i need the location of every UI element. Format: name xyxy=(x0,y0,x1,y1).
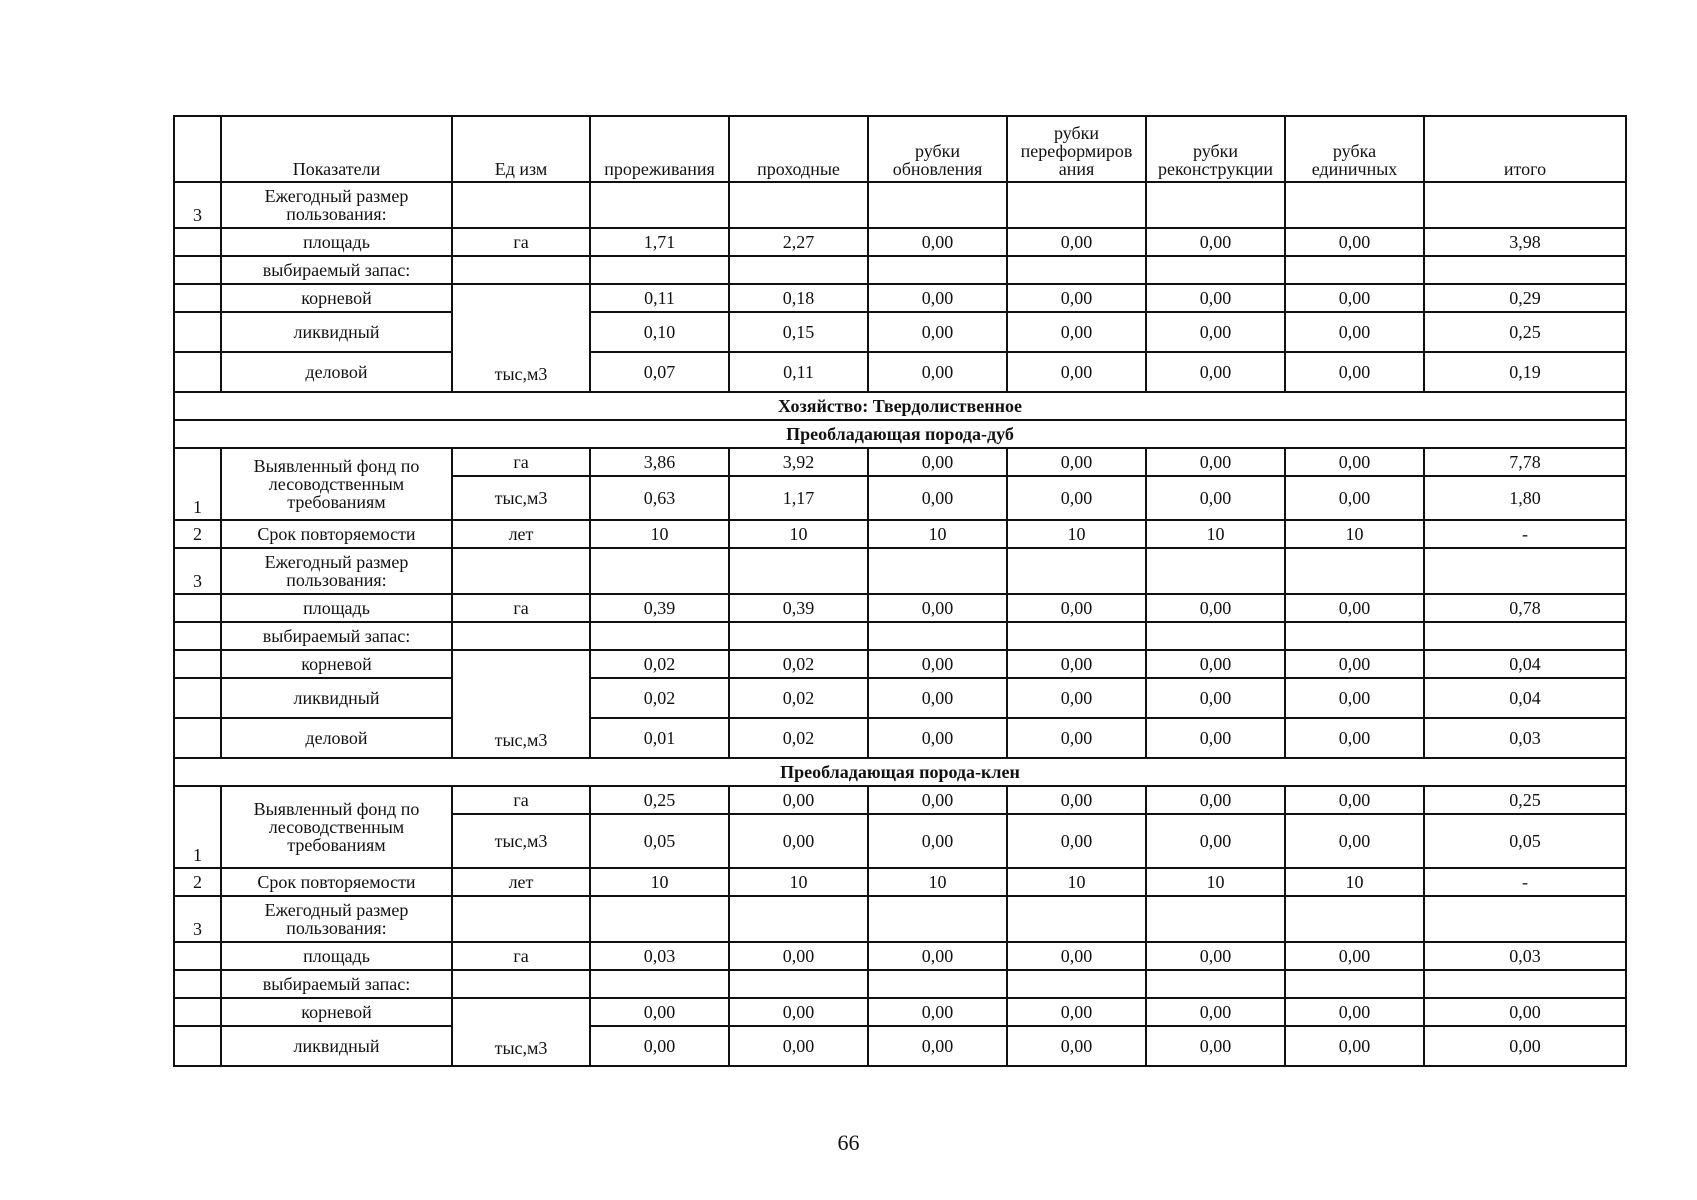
cell-value: 2,27 xyxy=(729,228,868,256)
cell-value: 0,25 xyxy=(1424,786,1626,814)
row-label: ликвидный xyxy=(221,678,452,718)
cell-value: 0,00 xyxy=(1007,312,1146,352)
cell-value: 10 xyxy=(729,520,868,548)
row-label: корневой xyxy=(221,650,452,678)
section-row xyxy=(174,758,1626,786)
row-num: 2 xyxy=(174,520,221,548)
cell-value: 0,00 xyxy=(1007,284,1146,312)
cell-value: 0,00 xyxy=(1007,786,1146,814)
row-label: Выявленный фонд по лесоводственным требованиям xyxy=(221,448,452,520)
cell-value: 0,00 xyxy=(1146,786,1285,814)
row-label: Ежегодный размер пользования: xyxy=(221,896,452,942)
row-label: ликвидный xyxy=(221,312,452,352)
row-label: Ежегодный размер пользования: xyxy=(221,182,452,228)
row-num: 2 xyxy=(174,868,221,896)
row-unit: тыс,м3 xyxy=(452,814,590,868)
cell-value: 10 xyxy=(1285,520,1424,548)
cell-value: 0,00 xyxy=(1007,718,1146,758)
cell-value: 0,00 xyxy=(1007,814,1146,868)
cell-value: 0,00 xyxy=(729,942,868,970)
cell-value: 10 xyxy=(590,868,729,896)
cell-value: 0,07 xyxy=(590,352,729,392)
cell-value: 0,00 xyxy=(868,476,1007,520)
row-unit: тыс,м3 xyxy=(452,284,590,392)
cell-value: 10 xyxy=(1285,868,1424,896)
row-unit: га xyxy=(452,448,590,476)
cell-value: 0,00 xyxy=(1007,448,1146,476)
table-row xyxy=(174,1026,1626,1066)
cell-value: 0,00 xyxy=(1007,594,1146,622)
cell-value: 0,00 xyxy=(1146,594,1285,622)
cell-value: 0,25 xyxy=(1424,312,1626,352)
cell-value: 0,00 xyxy=(1285,998,1424,1026)
cell-value: 0,00 xyxy=(1285,814,1424,868)
table-row xyxy=(174,718,1626,758)
cell-value: 0,00 xyxy=(868,312,1007,352)
cell-value: 0,00 xyxy=(1285,594,1424,622)
row-num: 3 xyxy=(174,548,221,594)
forest-use-table xyxy=(173,115,1627,1067)
cell-value: 0,00 xyxy=(1146,352,1285,392)
cell-value: 0,00 xyxy=(1146,476,1285,520)
cell-value: 0,25 xyxy=(590,786,729,814)
cell-value: 0,00 xyxy=(1285,476,1424,520)
cell-value: 0,02 xyxy=(729,718,868,758)
cell-value: 0,00 xyxy=(1146,942,1285,970)
table-row xyxy=(174,228,1626,256)
header-num xyxy=(174,116,221,182)
table-row xyxy=(174,622,1626,650)
row-num: 3 xyxy=(174,182,221,228)
cell-value: 0,11 xyxy=(590,284,729,312)
section-title-maple: Преобладающая порода-клен xyxy=(174,758,1626,786)
row-label: выбираемый запас: xyxy=(221,970,452,998)
cell-value: 0,00 xyxy=(1007,1026,1146,1066)
cell-value: 0,00 xyxy=(868,678,1007,718)
cell-value: 1,17 xyxy=(729,476,868,520)
table-row xyxy=(174,998,1626,1026)
row-label: Ежегодный размер пользования: xyxy=(221,548,452,594)
cell-value: 0,00 xyxy=(1285,352,1424,392)
table-row xyxy=(174,650,1626,678)
cell-value: 0,00 xyxy=(729,998,868,1026)
section-row xyxy=(174,392,1626,420)
cell-value: 7,78 xyxy=(1424,448,1626,476)
header-row xyxy=(174,116,1626,182)
cell-value: 0,00 xyxy=(729,786,868,814)
cell-value: 0,02 xyxy=(729,678,868,718)
cell-value: 0,00 xyxy=(1285,312,1424,352)
header-thinning: прореживания xyxy=(590,116,729,182)
cell-value: 0,10 xyxy=(590,312,729,352)
row-label: площадь xyxy=(221,942,452,970)
cell-value: 10 xyxy=(1007,520,1146,548)
cell-value: 0,00 xyxy=(868,650,1007,678)
cell-value: 0,05 xyxy=(1424,814,1626,868)
cell-value: 0,00 xyxy=(1007,476,1146,520)
cell-value: 0,00 xyxy=(868,228,1007,256)
cell-value: 10 xyxy=(868,868,1007,896)
cell-value: 0,00 xyxy=(868,284,1007,312)
table-row xyxy=(174,256,1626,284)
table-row xyxy=(174,520,1626,548)
cell-value: 10 xyxy=(729,868,868,896)
cell-value: 0,00 xyxy=(1146,650,1285,678)
cell-value: 0,00 xyxy=(1285,228,1424,256)
cell-value: 0,00 xyxy=(1007,942,1146,970)
row-label: площадь xyxy=(221,228,452,256)
cell-value: 0,00 xyxy=(729,1026,868,1066)
row-num: 1 xyxy=(174,786,221,868)
cell-value: 0,02 xyxy=(729,650,868,678)
cell-value: 0,02 xyxy=(590,650,729,678)
cell-value: 0,00 xyxy=(1285,448,1424,476)
cell-value: 0,00 xyxy=(1146,312,1285,352)
row-unit: га xyxy=(452,228,590,256)
cell-value: 0,00 xyxy=(1007,650,1146,678)
header-unit: Ед изм xyxy=(452,116,590,182)
header-renewal: рубки обновления xyxy=(868,116,1007,182)
table-row xyxy=(174,182,1626,228)
cell-value: 10 xyxy=(1007,868,1146,896)
row-unit: лет xyxy=(452,868,590,896)
section-title-hardwood: Хозяйство: Твердолиственное xyxy=(174,392,1626,420)
cell-value: 0,78 xyxy=(1424,594,1626,622)
cell-value: 0,03 xyxy=(1424,718,1626,758)
cell-value: 0,19 xyxy=(1424,352,1626,392)
header-single: рубка единичных xyxy=(1285,116,1424,182)
row-label: выбираемый запас: xyxy=(221,256,452,284)
table-row xyxy=(174,284,1626,312)
cell-value: 0,00 xyxy=(868,448,1007,476)
cell-value: 0,00 xyxy=(1146,448,1285,476)
cell-value: 10 xyxy=(590,520,729,548)
section-title-oak: Преобладающая порода-дуб xyxy=(174,420,1626,448)
row-label: корневой xyxy=(221,284,452,312)
cell-value: 0,00 xyxy=(1146,228,1285,256)
cell-value: 0,00 xyxy=(1424,1026,1626,1066)
cell-value: 0,04 xyxy=(1424,678,1626,718)
cell-value: 0,39 xyxy=(729,594,868,622)
cell-value: 0,00 xyxy=(868,352,1007,392)
cell-value: 10 xyxy=(1146,868,1285,896)
row-label: деловой xyxy=(221,718,452,758)
cell-value: 0,00 xyxy=(590,1026,729,1066)
table-row xyxy=(174,868,1626,896)
cell-value: 0,00 xyxy=(1146,1026,1285,1066)
cell-value: 0,00 xyxy=(1285,1026,1424,1066)
cell-value: 0,00 xyxy=(1007,228,1146,256)
row-num: 3 xyxy=(174,896,221,942)
cell-value: 0,02 xyxy=(590,678,729,718)
table-row xyxy=(174,786,1626,814)
cell-value: 0,00 xyxy=(1285,942,1424,970)
cell-value: 3,92 xyxy=(729,448,868,476)
cell-value: 0,39 xyxy=(590,594,729,622)
row-unit: тыс,м3 xyxy=(452,650,590,758)
table-row xyxy=(174,448,1626,476)
page-number: 66 xyxy=(837,1130,860,1155)
cell-value: 0,03 xyxy=(1424,942,1626,970)
row-label: деловой xyxy=(221,352,452,392)
cell-value: 0,00 xyxy=(1285,678,1424,718)
row-label: Выявленный фонд по лесоводственным требованиям xyxy=(221,786,452,868)
cell-value: 0,00 xyxy=(868,814,1007,868)
cell-value: 0,00 xyxy=(729,814,868,868)
cell-value: 0,04 xyxy=(1424,650,1626,678)
cell-value: - xyxy=(1424,868,1626,896)
cell-value: 1,71 xyxy=(590,228,729,256)
row-label: корневой xyxy=(221,998,452,1026)
cell-value: 0,15 xyxy=(729,312,868,352)
row-unit: лет xyxy=(452,520,590,548)
row-label: Срок повторяемости xyxy=(221,868,452,896)
cell-value: 0,00 xyxy=(868,594,1007,622)
cell-value: 0,00 xyxy=(1146,718,1285,758)
cell-value: 0,11 xyxy=(729,352,868,392)
row-label: ликвидный xyxy=(221,1026,452,1066)
cell-value: 0,00 xyxy=(1285,650,1424,678)
row-unit: тыс,м3 xyxy=(452,998,590,1066)
cell-value: 10 xyxy=(868,520,1007,548)
cell-value: 0,63 xyxy=(590,476,729,520)
row-label: площадь xyxy=(221,594,452,622)
cell-value: 0,00 xyxy=(1285,786,1424,814)
cell-value: 0,00 xyxy=(1146,998,1285,1026)
cell-value: 0,18 xyxy=(729,284,868,312)
cell-value: 0,00 xyxy=(868,718,1007,758)
cell-value: 0,00 xyxy=(1285,284,1424,312)
cell-value: - xyxy=(1424,520,1626,548)
table-row xyxy=(174,678,1626,718)
cell-value: 0,00 xyxy=(1146,678,1285,718)
table-row xyxy=(174,548,1626,594)
row-unit: га xyxy=(452,594,590,622)
row-unit: га xyxy=(452,786,590,814)
cell-value: 0,29 xyxy=(1424,284,1626,312)
cell-value: 0,00 xyxy=(1424,998,1626,1026)
cell-value: 0,03 xyxy=(590,942,729,970)
header-reconstruction: рубки реконструкции xyxy=(1146,116,1285,182)
row-label: Срок повторяемости xyxy=(221,520,452,548)
cell-value: 3,86 xyxy=(590,448,729,476)
cell-value: 0,00 xyxy=(1146,814,1285,868)
table-row xyxy=(174,312,1626,352)
cell-value: 1,80 xyxy=(1424,476,1626,520)
cell-value: 0,00 xyxy=(868,942,1007,970)
row-unit: тыс,м3 xyxy=(452,476,590,520)
cell-value: 0,00 xyxy=(1007,998,1146,1026)
table-row xyxy=(174,896,1626,942)
table-row xyxy=(174,970,1626,998)
cell-value: 0,00 xyxy=(1007,678,1146,718)
header-total: итого xyxy=(1424,116,1626,182)
row-label: выбираемый запас: xyxy=(221,622,452,650)
cell-value: 0,00 xyxy=(1146,284,1285,312)
cell-value: 0,00 xyxy=(868,998,1007,1026)
row-unit: га xyxy=(452,942,590,970)
cell-value: 0,00 xyxy=(1285,718,1424,758)
cell-value: 3,98 xyxy=(1424,228,1626,256)
row-num: 1 xyxy=(174,448,221,520)
header-reformation: рубки переформиров ания xyxy=(1007,116,1146,182)
cell-value: 0,00 xyxy=(590,998,729,1026)
table-row xyxy=(174,594,1626,622)
section-row xyxy=(174,420,1626,448)
table-row xyxy=(174,942,1626,970)
cell-value: 0,00 xyxy=(1007,352,1146,392)
cell-value: 0,00 xyxy=(868,1026,1007,1066)
header-passage: проходные xyxy=(729,116,868,182)
table-row xyxy=(174,352,1626,392)
cell-value: 0,00 xyxy=(868,786,1007,814)
cell-value: 0,01 xyxy=(590,718,729,758)
cell-value: 0,05 xyxy=(590,814,729,868)
cell-value: 10 xyxy=(1146,520,1285,548)
header-indicator: Показатели xyxy=(221,116,452,182)
